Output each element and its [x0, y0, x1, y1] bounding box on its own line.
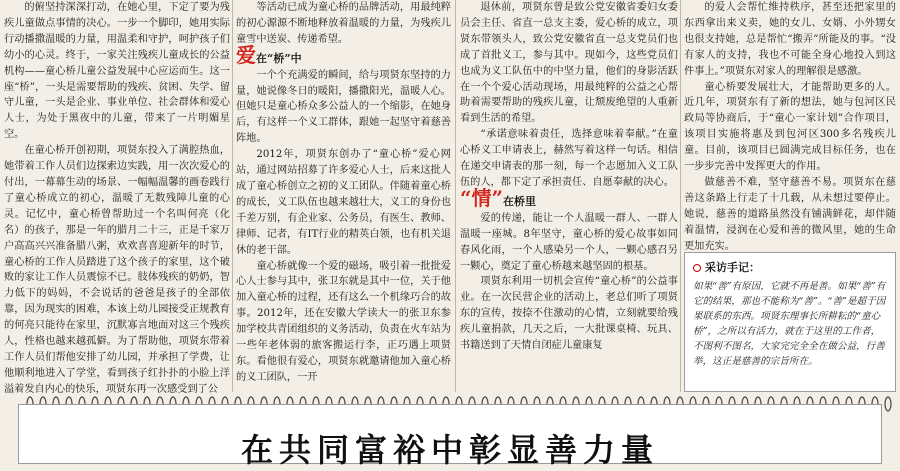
paragraph: 做慈善不难，坚守慈善不易。项贤东在慈善这条路上行走了十几载，从未想过要停止。她说，慈善的道路虽然没有铺满鲜花，却伴随着温情，浸润在心爱和善的微风里，她的生命更加充实。	[684, 176, 896, 252]
section-heading-char: 爱	[236, 42, 256, 67]
paragraph: 项贤东利用一切机会宣传“童心桥”的公益事业。在一次民营企业的活动上，老总们听了项贤东的宣传，按捺不住激动的心情，立刻就要给残疾儿童捐款，几天之后，一大批课桌椅、玩具、书籍送到了天情自闭症儿童康复	[460, 276, 678, 352]
section-heading-char: “情”	[460, 185, 504, 210]
section-heading-text: 在“桥”中	[256, 51, 302, 65]
interview-notes-title-text: 采访手记：	[705, 261, 760, 274]
article-column-3	[460, 0, 678, 392]
paragraph: 退休前，项贤东曾是致公党安徽省委妇女委员会主任、省直一总支主委，爱心桥的成立，项贤东带领头人，致公党安徽省直一总支党员们也成了首批义工，参与其中。现如今，这些党员们也成为义工队伍中的中坚力量，他们的身影活跃在一个个爱心活动现场，用最纯粹的公益之心帮助着需要帮助的残疾儿童，让颓废绝望的人重新看到生活的希望。	[460, 2, 678, 125]
paragraph: 在童心桥开创初期，项贤东投入了满腔热血，她带着工作人员们边探索边实践，用一次次爱心的付出，一幕幕生动的场景、一幅幅温馨的画卷践行了童心桥成立的初心，温暖了无数残障儿童的心灵。记忆中，童心桥曾帮助过一个名叫何亮（化名）的孩子，那是一年的腊月二十三，正是千家万户高高兴兴准备腊八粥，欢欢喜喜迎新年的时节，童心桥的工作人员踏进了这个孩子的家里，这个破败的家让工作人员震惊不已。肢体残疾的奶奶，智力低下的妈妈，不会说话的爸爸是孩子的全部依靠，因为现实的困难，本该上幼儿园接受正规教育的何亮只能待在家里，沉默寡言地面对这三个残疾人，性格也越来越孤僻。为了帮助他，项贤东带着工作人员们帮他安排了幼儿园，并承担了学费，让他顺利地进入了学堂，看到孩子红扑扑的小脸上洋溢着发自内心的快乐，项贤东再一次感受到了公	[4, 145, 230, 395]
paragraph: 2012年，项贤东创办了“童心桥”爱心网站，通过网站招募了许多爱心人士，后来这批人成了童心桥创立之初的义工团队。伴随着童心桥的成长，义工队伍也越来越壮大，义工的身份也千差万别，有企业家、公务员，有医生、教师、律师、记者，有IT行业的精英白领，也有机关退休的老干部。	[236, 149, 451, 256]
interview-notes-body: 如果“善”有原因，它就不再是善。如果“善”有它的结果，那也不能称为“善”。“善”是超于因果联系的东西。项贤东理事长所耕耘的“童心桥”，之所以有活力，就在于这里的工作者，不图利不图名，大家完完全全在做公益，行善举，这正是慈善的宗旨所在。	[693, 281, 886, 367]
paragraph: 的爱人会帮忙维持秩序，甚至还把家里的东西拿出来义卖，她的女儿、女婿、小外甥女也很支持她，总是帮忙“搬弄”所能及的事。“没有家人的支持，我也不可能全身心地投入到这件事上。”项贤东对家人的理解很是感激。	[684, 2, 896, 77]
paragraph: 的俯坚持深深打动，在她心里，下定了要为残疾儿童做点事情的决心。一步一个脚印，她用实际行动播撒温暖的力量，用温柔和守护，呵护孩子们幼小的心灵。终于，一家关注残疾儿童成长的公益机构——童心桥儿童公益发展中心应运而生。这一座“桥”，一头是需要帮助的残疾、贫困、失学、留守儿童，一头是企业、事业单位、社会群体和爱心人士，为处于黑夜中的儿童，带来了一片明媚星空。	[4, 2, 230, 141]
article-column-4	[684, 0, 896, 250]
paragraph: 童心桥就像一个爱的磁场，吸引着一批批爱心人士参与其中，张卫东就是其中一位，关于他加入童心桥的过程，还有这么一个机缘巧合的故事。2012年，还在安徽大学读大一的张卫东参加学校共青团组织的义务活动，负责在火车站为一些年老体弱的旅客搬运行李，正巧遇上项贤东。看他很有爱心，项贤东就邀请他加入童心桥的义工团队，一开	[236, 260, 451, 383]
bullet-icon	[693, 264, 701, 272]
article-column-2	[236, 0, 451, 392]
interview-notes-title	[693, 259, 887, 275]
section-heading	[236, 42, 451, 68]
paragraph: 爱的传递，能让一个人温暖一群人、一群人温暖一座城。8年坚守，童心桥的爱心故事如同春风化雨，一个人感染另一个人，一颗心感召另一颗心，奠定了童心桥越来越坚固的根基。	[460, 212, 678, 272]
column-divider	[455, 0, 456, 392]
paragraph: “承诺意味着责任，选择意味着奉献。”在童心桥义工申请表上，赫然写着这样一句话。相信在递交申请表的那一刻，每一个志愿加入义工队伍的人，都下定了承担责任、自愿奉献的决心。	[460, 129, 678, 188]
section-heading	[460, 185, 678, 211]
paragraph: 童心桥要发展壮大，才能帮助更多的人。近几年，项贤东有了新的想法，她与包河区民政局等协商后，于“童心一家计划”合作项目，该项目实施将惠及到包河区300多名残疾儿童。目前，该项目已圆满完成目标任务，也在一步步完善中发挥更大的作用。	[684, 81, 896, 173]
article-column-1	[4, 0, 230, 395]
interview-notes-box	[684, 252, 896, 392]
column-divider	[232, 0, 233, 392]
paragraph: 等活动已成为童心桥的品牌活动，用最纯粹的初心源源不断地释放着温暖的力量，为残疾儿童雪中送炭、传递希望。	[236, 2, 451, 45]
section-heading-text: 在桥里	[503, 194, 537, 208]
column-divider	[680, 0, 681, 392]
paragraph: 一个个充满爱的瞬间，给与项贤东坚持的力量，她说像冬日的暖阳，播撒阳光，温暖人心。但她只是童心桥众多公益人的一个缩影，在她身后，有这样一个义工群体，跟她一起坚守着慈善阵地。	[236, 69, 451, 145]
headline-title: 在共同富裕中彰显善力量	[240, 431, 659, 469]
headline-banner	[18, 404, 882, 469]
spiral-ring	[885, 397, 891, 411]
